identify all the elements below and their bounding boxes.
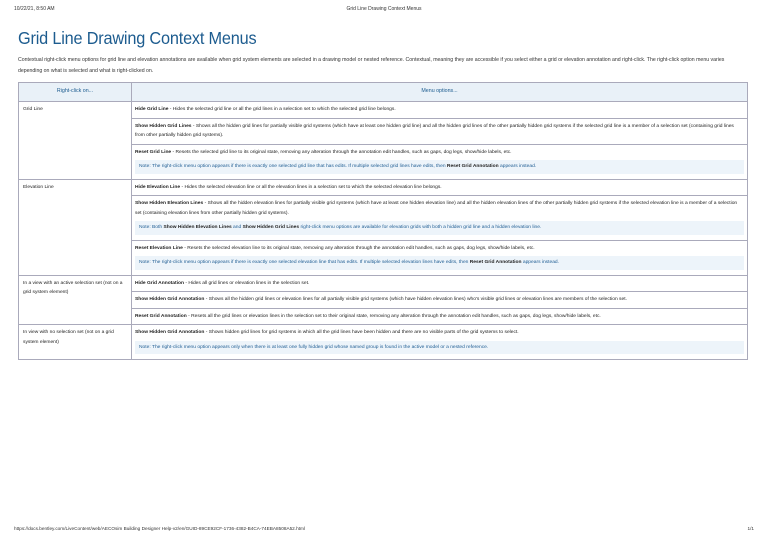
note-text: right-click menu options are available for elevation grids with both a hidden grid line and a hidden elevation line. bbox=[299, 225, 542, 230]
row-options bbox=[132, 325, 748, 360]
menu-option-name: Show Hidden Grid Lines bbox=[135, 123, 192, 129]
row-options bbox=[132, 102, 748, 180]
note-text: Note: The right-click menu option appears only when there is at least one fully hidden grid whose named group is found in the active model or a nested reference. bbox=[139, 344, 489, 350]
row-target: In a view with an active selection set (not on a grid system element) bbox=[19, 275, 132, 325]
menu-option-name: Hide Elevation Line bbox=[135, 184, 181, 190]
print-page-title: Grid Line Drawing Context Menus bbox=[346, 6, 422, 12]
note-text: appears instead. bbox=[498, 164, 537, 169]
menu-option-desc: - Resets the selected elevation line to its original state, removing any alteration through the annotation edit handles, such as gaps, dog legs, show/hide labels, etc. bbox=[182, 245, 535, 251]
menu-option-desc: - Shows all the hidden elevation lines for partially visible grid systems (which have at least one hidden elevation line) and all the hidden elevation lines of the other partially hidden grid systems if the selected elevation line is a member of a selection set (containing elevation lines from other partially hidden grid systems). bbox=[135, 201, 738, 216]
menu-option-name: Reset Grid Line bbox=[135, 149, 172, 155]
context-menu-table bbox=[18, 82, 748, 360]
menu-option-name: Hide Grid Annotation bbox=[135, 280, 184, 286]
print-datetime: 10/22/21, 8:50 AM bbox=[14, 6, 55, 12]
note-text: Note: Both bbox=[139, 225, 164, 230]
menu-option-desc: - Hides the selected grid line or all the grid lines in a selection set to which the selected grid line belongs. bbox=[168, 107, 396, 112]
note-text: and bbox=[231, 225, 243, 230]
menu-option-name: Hide Grid Line bbox=[135, 107, 169, 112]
row-target: Grid Line bbox=[19, 102, 132, 180]
note-box bbox=[135, 160, 744, 174]
note-text: Note: The right-click menu option appears if there is exactly one selected elevation line that has edits. If multiple selected elevation lines have edits, then bbox=[139, 260, 470, 265]
menu-option bbox=[132, 276, 747, 293]
table-row bbox=[19, 102, 748, 180]
table-header-row bbox=[19, 83, 748, 102]
menu-option-name: Reset Grid Annotation bbox=[135, 313, 187, 319]
row-options bbox=[132, 179, 748, 275]
note-text: Note: The right-click menu option appears if there is exactly one selected grid line that has edits. If multiple selected grid lines have edits, then bbox=[139, 164, 447, 169]
menu-option-desc: - Hides all grid lines or elevation lines in the selection set. bbox=[184, 280, 310, 286]
menu-option bbox=[132, 102, 747, 119]
menu-option bbox=[132, 241, 747, 275]
col-header-right-click: Right-click on... bbox=[19, 83, 132, 102]
menu-option bbox=[132, 145, 747, 179]
note-box bbox=[135, 221, 744, 235]
menu-option-name: Show Hidden Elevation Lines bbox=[135, 201, 204, 206]
menu-option bbox=[132, 292, 747, 309]
note-box bbox=[135, 256, 744, 270]
menu-option-desc: - Shows hidden grid lines for grid systems in which all the grid lines have been hidden and there are no visible parts of the grid systems to select. bbox=[204, 330, 519, 335]
print-url: https://docs.bentley.com/LiveContent/web/AECOsim Building Designer Help-v2/en/GUID-89CE92CF-1736-4382-B4CA-74EBA8508A52.html bbox=[14, 526, 305, 531]
note-bold: Show Hidden Elevation Lines bbox=[163, 225, 232, 230]
menu-option-name: Show Hidden Grid Annotation bbox=[135, 330, 205, 335]
note-text: appears instead. bbox=[521, 260, 560, 265]
menu-option bbox=[132, 309, 747, 325]
row-target: Elevation Line bbox=[19, 179, 132, 275]
note-bold: Reset Grid Annotation bbox=[446, 164, 499, 169]
menu-option bbox=[132, 180, 747, 197]
intro-paragraph: Contextual right-click menu options for grid line and elevation annotations are available when grid system elements are selected in a drawing model or nested reference. Contextual, meaning they are accessible if you select either a grid or elevation annotation and right-click. The right-click option menu varies depending on what is selected and what is right-clicked on. bbox=[18, 57, 725, 74]
menu-option-desc: - Shows all the hidden grid lines for partially visible grid systems (which have at least one hidden grid line) and all the hidden grid lines of the other partially hidden grid systems if the selected grid line is a member of a selection set (containing grid lines from other partially hidden grid systems). bbox=[135, 123, 734, 138]
menu-option-name: Reset Elevation Line bbox=[135, 245, 183, 251]
note-box bbox=[135, 341, 744, 355]
note-bold: Show Hidden Grid Lines bbox=[242, 225, 300, 230]
menu-option-desc: - Resets all the grid lines or elevation lines in the selection set to their original state, removing any alteration through the annotation edit handles, such as gaps, dog legs, show/hide labels, etc. bbox=[186, 313, 601, 319]
table-row bbox=[19, 179, 748, 275]
row-target: In view with no selection set (not on a grid system element) bbox=[19, 325, 132, 360]
note-bold: Reset Grid Annotation bbox=[469, 260, 522, 265]
menu-option-desc: - Resets the selected grid line to its original state, removing any alteration through the annotation edit handles, such as gaps, dog legs, show/hide labels, etc. bbox=[171, 149, 512, 155]
menu-option bbox=[132, 119, 747, 145]
table-row bbox=[19, 325, 748, 360]
table-row bbox=[19, 275, 748, 325]
menu-option-name: Show Hidden Grid Annotation bbox=[135, 297, 205, 302]
menu-option-desc: - Shows all the hidden grid lines or elevation lines for all partially visible grid systems (which have hidden elevation lines) who's visible grid lines or elevation lines are members of the selection set. bbox=[204, 297, 627, 302]
page-title: Grid Line Drawing Context Menus bbox=[18, 28, 257, 48]
col-header-menu-options: Menu options... bbox=[132, 83, 748, 102]
row-options bbox=[132, 275, 748, 325]
menu-option bbox=[132, 196, 747, 241]
page-number: 1/1 bbox=[747, 526, 754, 531]
menu-option-desc: - Hides the selected elevation line or all the elevation lines in a selection set to which the selected elevation line belongs. bbox=[180, 184, 442, 190]
menu-option bbox=[132, 325, 747, 359]
print-footer bbox=[14, 526, 754, 531]
